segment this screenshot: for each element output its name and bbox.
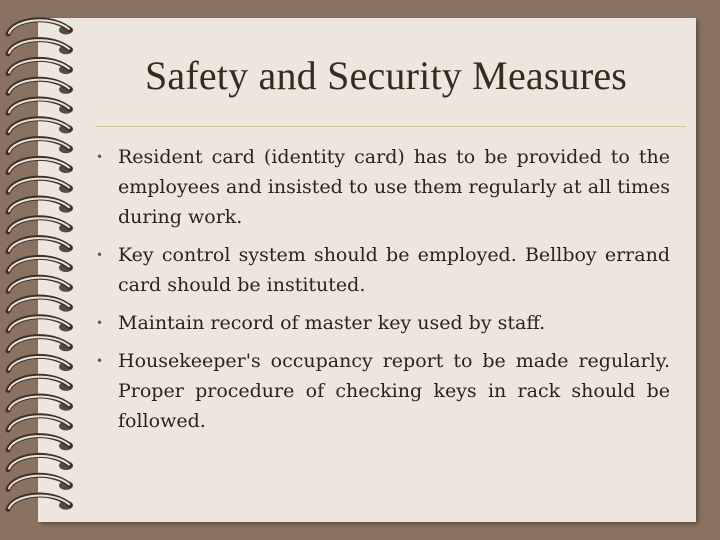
spiral-ring-icon (8, 238, 73, 253)
bullet-item (96, 240, 670, 300)
bullet-list (96, 142, 670, 444)
spiral-binding-icon (0, 0, 80, 540)
bullet-marker: • (96, 150, 104, 164)
bullet-marker: • (96, 316, 104, 330)
spiral-ring-icon (8, 40, 73, 55)
spiral-ring-icon (8, 337, 73, 352)
bullet-text: Housekeeper's occupancy report to be made regularly. Proper procedure of checking keys in rack should be followed. (118, 350, 670, 432)
spiral-ring-icon (8, 198, 73, 213)
spiral-ring-icon (8, 277, 73, 292)
spiral-ring-icon (8, 396, 73, 411)
spiral-ring-icon (8, 455, 73, 470)
spiral-ring-icon (8, 356, 73, 371)
bullet-text: Key control system should be employed. Bellboy errand card should be instituted. (118, 244, 670, 296)
spiral-ring-icon (8, 317, 73, 332)
title-divider (96, 126, 686, 127)
bullet-text: Resident card (identity card) has to be provided to the employees and insisted to use them regularly at all times during work. (118, 146, 670, 228)
bullet-marker: • (96, 248, 104, 262)
bullet-item (96, 142, 670, 232)
spiral-ring-icon (8, 297, 73, 312)
spiral-ring-icon (8, 416, 73, 431)
slide-title: Safety and Security Measures (144, 53, 628, 98)
spiral-ring-icon (8, 99, 73, 114)
spiral-ring-icon (8, 139, 73, 154)
spiral-ring-icon (8, 376, 73, 391)
bullet-item (96, 308, 670, 338)
spiral-ring-icon (8, 79, 73, 94)
spiral-ring-icon (8, 475, 73, 490)
spiral-ring-icon (8, 20, 73, 35)
spiral-ring-icon (8, 178, 73, 193)
spiral-ring-icon (8, 218, 73, 233)
bullet-marker: • (96, 354, 104, 368)
bullet-text: Maintain record of master key used by staff. (118, 312, 546, 334)
spiral-ring-icon (8, 158, 73, 173)
spiral-ring-icon (8, 436, 73, 451)
bullet-item (96, 346, 670, 436)
spiral-ring-icon (8, 59, 73, 74)
spiral-ring-icon (8, 257, 73, 272)
spiral-ring-icon (8, 495, 73, 510)
spiral-ring-icon (8, 119, 73, 134)
